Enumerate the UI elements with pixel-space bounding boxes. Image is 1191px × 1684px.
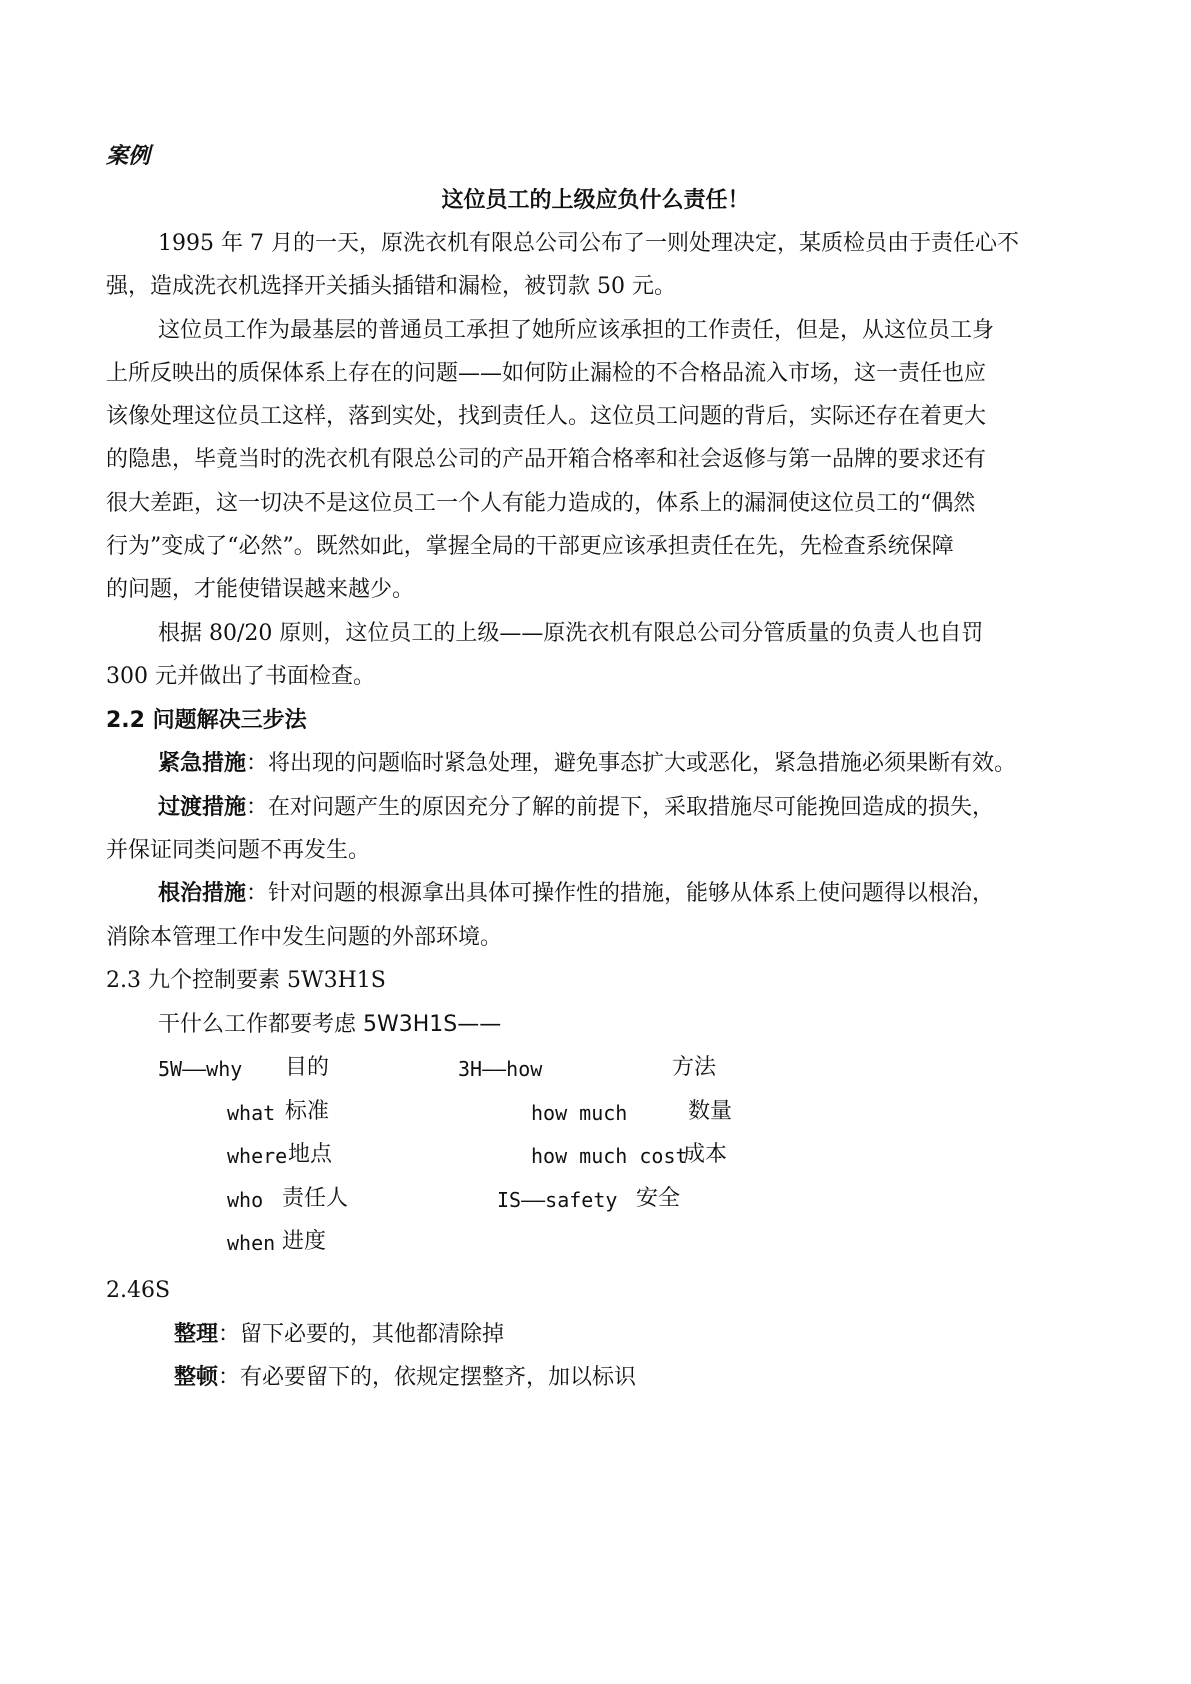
paragraph-line: 行为”变成了“必然”。既然如此，掌握全局的干部更应该承担责任在先，先检查系统保障 (106, 534, 954, 559)
colon: ： (218, 1322, 241, 1347)
six-s-item (174, 1320, 504, 1350)
w-item-cn: 进度 (282, 1229, 327, 1254)
measure-item (158, 793, 994, 823)
section-intro: 干什么工作都要考虑 5W3H1S—— (158, 1012, 502, 1037)
w-item-cn: 地点 (288, 1142, 333, 1167)
colon: ： (246, 795, 269, 820)
measure-text: 在对问题产生的原因充分了解的前提下，采取措施尽可能挽回造成的损失， (268, 795, 995, 820)
paragraph-line: 根据 80/20 原则，这位员工的上级——原洗衣机有限总公司分管质量的负责人也自罚 (158, 621, 984, 646)
paragraph-line: 很大差距，这一切决不是这位员工一个人有能力造成的，体系上的漏洞使这位员工的“偶然 (106, 491, 976, 516)
h-head: 3H——how (458, 1057, 543, 1081)
h-head-cn: 方法 (672, 1055, 717, 1080)
six-s-text: 留下必要的，其他都清除掉 (240, 1322, 505, 1347)
measure-term: 根治措施 (158, 881, 247, 906)
w-item-en: when (227, 1231, 276, 1255)
measure-item (158, 879, 994, 909)
case-label: 案例 (106, 144, 151, 169)
paragraph-line: 的隐患，毕竟当时的洗衣机有限总公司的产品开箱合格率和社会返修与第一品牌的要求还有 (106, 447, 987, 472)
paragraph-line: 这位员工作为最基层的普通员工承担了她所应该承担的工作责任，但是，从这位员工身 (158, 318, 995, 343)
h-item-en: how much (531, 1101, 628, 1125)
paragraph-line: 强，造成洗衣机选择开关插头插错和漏检，被罚款 50 元。 (106, 274, 676, 299)
paragraph-line: 1995 年 7 月的一天，原洗衣机有限总公司公布了一则处理决定，某质检员由于责任心不 (158, 231, 1019, 256)
w-item-en: where (227, 1144, 288, 1168)
w-item-en: what (227, 1101, 276, 1125)
w-head: 5W——why (158, 1057, 243, 1081)
w-item-cn: 标准 (285, 1099, 330, 1124)
six-s-term: 整理 (174, 1322, 219, 1347)
paragraph-line: 上所反映出的质保体系上存在的问题——如何防止漏检的不合格品流入市场，这一责任也应 (106, 361, 987, 386)
measure-item (158, 749, 1016, 779)
measure-term: 过渡措施 (158, 795, 247, 820)
s-head: IS——safety (497, 1188, 618, 1212)
measure-text: 消除本管理工作中发生问题的外部环境。 (106, 925, 503, 950)
colon: ： (218, 1365, 241, 1390)
six-s-term: 整顿 (174, 1365, 219, 1390)
paragraph-line: 的问题，才能使错误越来越少。 (106, 577, 415, 602)
measure-text: 针对问题的根源拿出具体可操作性的措施，能够从体系上使问题得以根治， (268, 881, 995, 906)
measure-text: 将出现的问题临时紧急处理，避免事态扩大或恶化，紧急措施必须果断有效。 (268, 751, 1017, 776)
s-head-cn: 安全 (636, 1186, 681, 1211)
paragraph-line: 300 元并做出了书面检查。 (106, 664, 375, 689)
paragraph-line: 该像处理这位员工这样，落到实处，找到责任人。这位员工问题的背后，实际还存在着更大 (106, 404, 987, 429)
measure-term: 紧急措施 (158, 751, 247, 776)
section-heading: 2.46S (106, 1278, 171, 1303)
w-item-cn: 责任人 (282, 1186, 349, 1211)
measure-text: 并保证同类问题不再发生。 (106, 838, 371, 863)
six-s-text: 有必要留下的，依规定摆整齐，加以标识 (240, 1365, 637, 1390)
colon: ： (246, 751, 269, 776)
h-item-cn: 数量 (688, 1099, 733, 1124)
w-item-en: who (227, 1188, 264, 1212)
six-s-item (174, 1363, 636, 1393)
h-item-cn: 成本 (683, 1142, 728, 1167)
section-heading: 2.3 九个控制要素 5W3H1S (106, 968, 386, 993)
section-heading: 2.2 问题解决三步法 (106, 708, 307, 733)
case-title: 这位员工的上级应负什么责任！ (441, 188, 750, 213)
h-item-en: how much cost (531, 1144, 688, 1168)
colon: ： (246, 881, 269, 906)
w-head-cn: 目的 (285, 1055, 330, 1080)
